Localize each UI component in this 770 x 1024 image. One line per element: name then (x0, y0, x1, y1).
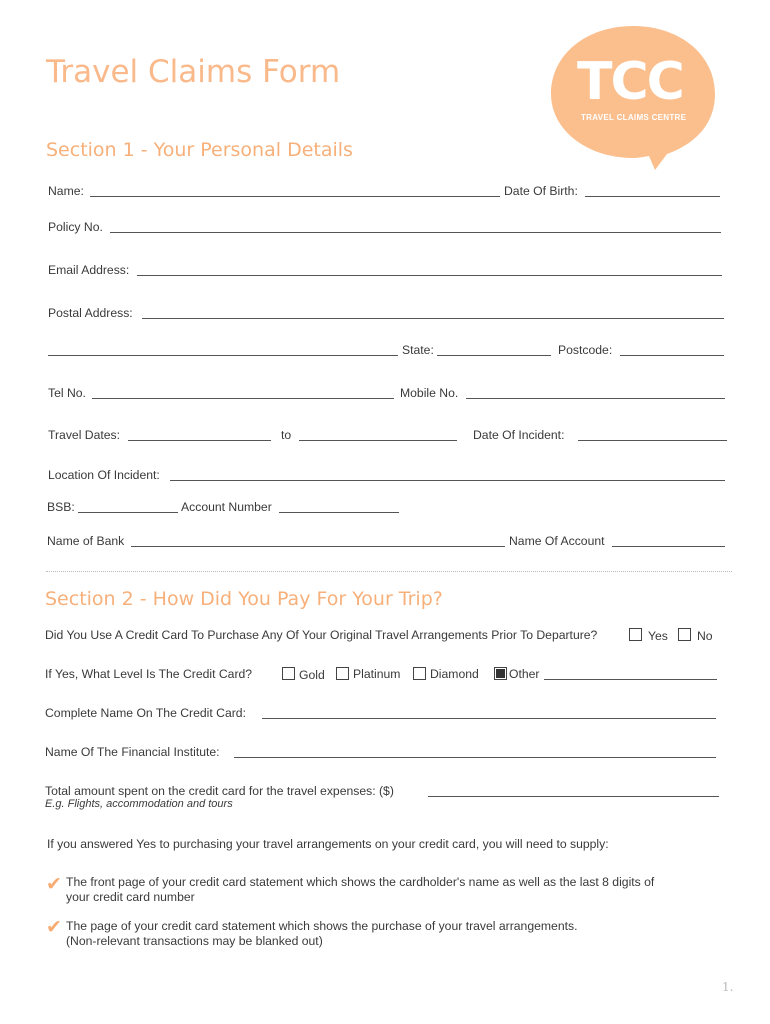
total-amount-field[interactable] (428, 796, 719, 797)
total-amount-note: E.g. Flights, accommodation and tours (45, 798, 233, 810)
other-checkbox[interactable] (494, 667, 507, 680)
yes-label: Yes (648, 629, 668, 643)
account-number-field[interactable] (279, 512, 399, 513)
incident-location-field[interactable] (170, 480, 725, 481)
tel-field[interactable] (92, 398, 394, 399)
account-name-label: Name Of Account (509, 534, 605, 548)
state-label: State: (402, 343, 434, 357)
state-field[interactable] (437, 355, 551, 356)
requirement-1-line-2: your credit card number (66, 890, 195, 904)
name-field[interactable] (90, 196, 500, 197)
email-label: Email Address: (48, 263, 130, 277)
requirement-1-line-1: The front page of your credit card statement which shows the cardholder's name as well as the last 8 digits of (66, 875, 655, 889)
yes-checkbox[interactable] (629, 628, 642, 641)
incident-location-label: Location Of Incident: (48, 468, 160, 482)
checkmark-icon: ✔ (46, 917, 62, 938)
dob-field[interactable] (585, 196, 720, 197)
postal-address-line-2-field[interactable] (48, 355, 398, 356)
credit-card-question: Did You Use A Credit Card To Purchase Any Of Your Original Travel Arrangements Prior To Departure? (45, 628, 598, 642)
policy-label: Policy No. (48, 220, 103, 234)
requirement-2-line-1: The page of your credit card statement which shows the purchase of your travel arrangements. (66, 919, 578, 933)
bank-name-label: Name of Bank (47, 534, 125, 548)
section-1-title: Section 1 - Your Personal Details (46, 139, 353, 161)
financial-institute-label: Name Of The Financial Institute: (45, 745, 220, 759)
diamond-label: Diamond (430, 667, 479, 681)
postal-address-label: Postal Address: (48, 306, 133, 320)
card-name-label: Complete Name On The Credit Card: (45, 706, 246, 720)
checkmark-icon: ✔ (46, 874, 62, 895)
requirement-2-line-2: (Non-relevant transactions may be blanked out) (66, 934, 323, 948)
platinum-checkbox[interactable] (336, 667, 349, 680)
total-amount-label: Total amount spent on the credit card for the travel expenses: ($) (45, 784, 394, 798)
mobile-field[interactable] (466, 398, 725, 399)
travel-date-to-field[interactable] (299, 440, 457, 441)
tel-label: Tel No. (48, 386, 86, 400)
postcode-field[interactable] (620, 355, 724, 356)
section-2-title: Section 2 - How Did You Pay For Your Trip? (45, 588, 443, 610)
bsb-label: BSB: (47, 500, 75, 514)
no-label: No (697, 629, 713, 643)
travel-date-from-field[interactable] (128, 440, 271, 441)
section-divider (46, 571, 732, 572)
bank-name-field[interactable] (131, 546, 505, 547)
card-level-question: If Yes, What Level Is The Credit Card? (45, 667, 253, 681)
platinum-label: Platinum (353, 667, 401, 681)
incident-date-label: Date Of Incident: (473, 428, 565, 442)
logo-tagline: TRAVEL CLAIMS CENTRE (581, 113, 687, 122)
form-title: Travel Claims Form (46, 54, 341, 90)
account-name-field[interactable] (612, 546, 725, 547)
other-label: Other (509, 667, 540, 681)
tcc-logo (549, 24, 717, 174)
no-checkbox[interactable] (678, 628, 691, 641)
gold-checkbox[interactable] (282, 667, 295, 680)
account-number-label: Account Number (181, 500, 272, 514)
gold-label: Gold (299, 668, 325, 682)
policy-field[interactable] (110, 232, 721, 233)
to-label: to (281, 428, 292, 442)
financial-institute-field[interactable] (234, 757, 716, 758)
other-card-level-field[interactable] (544, 679, 717, 680)
email-field[interactable] (137, 275, 722, 276)
logo-letters: TCC (577, 52, 683, 112)
incident-date-field[interactable] (578, 440, 727, 441)
dob-label: Date Of Birth: (504, 184, 578, 198)
card-name-field[interactable] (262, 718, 716, 719)
travel-dates-label: Travel Dates: (48, 428, 121, 442)
diamond-checkbox[interactable] (413, 667, 426, 680)
postal-address-field[interactable] (142, 318, 724, 319)
bsb-field[interactable] (78, 512, 178, 513)
page-number: 1. (722, 980, 734, 994)
mobile-label: Mobile No. (400, 386, 459, 400)
name-label: Name: (48, 184, 84, 198)
postcode-label: Postcode: (558, 343, 613, 357)
supply-intro: If you answered Yes to purchasing your travel arrangements on your credit card, you will need to supply: (47, 837, 609, 851)
